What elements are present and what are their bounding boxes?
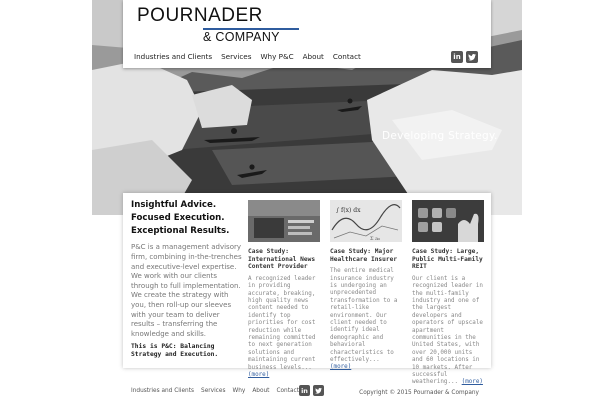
footer-social [299,385,324,396]
linkedin-icon[interactable]: in [451,51,463,63]
case-summary [248,276,320,380]
case-study-reit [412,200,484,387]
footer-nav-services[interactable]: Services [201,388,226,394]
header-social [451,51,478,63]
case-title: Case Study: Major Healthcare Insurer [330,248,398,263]
nav-industries-and-clients[interactable]: Industries and Clients [134,52,213,61]
case-summary-text: Our client is a recognized leader in the multi-family industry and one of the largest developers and operators of upscale apartment communities in the United States, with over 20,000 units and 60 locations in 10 markets. After successful weathering... [412,275,483,386]
footer-nav [131,388,299,394]
linkedin-icon[interactable]: in [299,385,310,396]
case-summary-text: A recognized leader in providing accurate, breaking, high quality news content needed to identify top priorities for cost reduction while remaining committed to next generation solutions and maintaining current business levels... [248,275,316,371]
content-card [123,193,491,386]
main-nav [134,52,361,61]
footer-nav-about[interactable]: About [252,388,270,394]
case-image-news[interactable] [248,200,320,242]
svg-text:Σ a₀: Σ a₀ [370,236,381,242]
case-title: Case Study: International News Content Provider [248,248,316,271]
footer-nav-contact[interactable]: Contact [276,388,300,394]
nav-services[interactable]: Services [221,52,252,61]
more-link[interactable]: (more) [248,372,270,379]
intro-tagline: This is P&C: Balancing Strategy and Execution. [131,343,219,359]
logo[interactable] [137,6,302,42]
intro-body-text: P&C is a management advisory firm, combining in-the-trenches and executive-level expertise. We work with our clients through to full implementation. We create the strategy with you, then roll-up our sleeves with your team to deliver results – transferring the knowledge and skills. [131,243,242,338]
hero-tagline: Developing Strategy. [382,130,498,142]
footer-nav-industries-and-clients[interactable]: Industries and Clients [131,388,195,394]
logo-wordmark: POURNADER [137,5,263,26]
twitter-icon[interactable] [313,385,324,396]
twitter-icon[interactable] [466,51,478,63]
headline-insightful-advice: Insightful Advice. [131,200,217,210]
copyright-text: Copyright © 2015 Pournader & Company [359,390,479,396]
case-summary [412,276,484,387]
case-study-healthcare [330,200,402,372]
more-link[interactable]: (more) [330,364,352,371]
case-image-healthcare[interactable] [330,200,402,242]
nav-about[interactable]: About [302,52,324,61]
headline-focused-execution: Focused Execution. [131,212,225,223]
header-card [123,0,491,68]
more-link[interactable]: (more) [461,379,483,386]
footer-nav-why[interactable]: Why [232,388,246,394]
nav-why-pc[interactable]: Why P&C [260,52,294,61]
nav-contact[interactable]: Contact [332,52,361,61]
case-title: Case Study: Large, Public Multi-Family REIT [412,248,483,271]
logo-subtitle: & COMPANY [203,30,280,44]
case-summary-text: The entire medical insurance industry is undergoing an unprecedented transformation to a retail-like environment. Our client needed to identify ideal demographic and behavioral characteristics to effectively... [330,268,398,364]
case-image-reit[interactable] [412,200,484,242]
case-study-news [248,200,320,379]
headline-exceptional-results: Exceptional Results. [131,225,230,236]
svg-text:∫ f(x) dx: ∫ f(x) dx [336,207,361,214]
case-summary [330,268,402,372]
intro-section [131,199,243,359]
